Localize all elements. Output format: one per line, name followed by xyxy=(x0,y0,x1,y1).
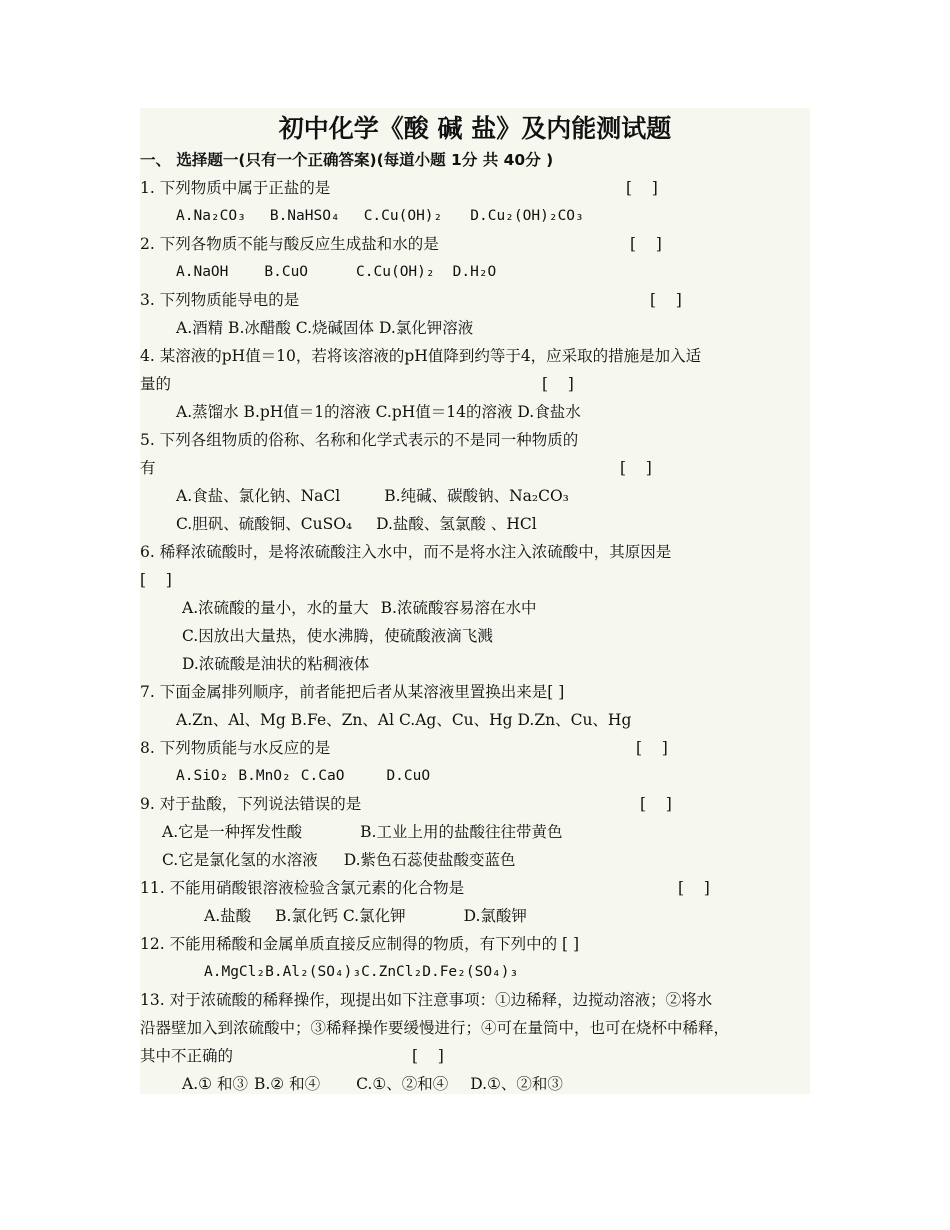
option-d: D.①、②和③ xyxy=(470,1075,563,1093)
question-5-stem-cont: 有 xyxy=(140,459,156,477)
question-11-options xyxy=(204,906,527,926)
document-page xyxy=(140,108,810,1094)
option-c: C.Cu(OH)₂ xyxy=(356,264,435,280)
question-1-stem: 1. 下列物质中属于正盐的是 xyxy=(140,179,331,197)
option-a: A.盐酸 xyxy=(204,907,252,925)
option-d: D.CuO xyxy=(386,768,431,784)
question-8-stem: 8. 下列物质能与水反应的是 xyxy=(140,739,331,757)
option-c: C.①、②和④ xyxy=(356,1075,449,1093)
option-a: A.Na₂CO₃ xyxy=(176,208,246,224)
question-6-option-d: D.浓硫酸是油状的粘稠液体 xyxy=(182,655,370,673)
page-title: 初中化学《酸 碱 盐》及内能测试题 xyxy=(278,114,672,143)
question-2-stem: 2. 下列各物质不能与酸反应生成盐和水的是 xyxy=(140,235,439,253)
option-b: B.工业上用的盐酸往往带黄色 xyxy=(360,823,563,841)
question-5-options-cd xyxy=(176,514,537,534)
option-c: C.胆矾、硫酸铜、CuSO₄ xyxy=(176,515,353,533)
question-6-stem: 6. 稀释浓硫酸时，是将浓硫酸注入水中，而不是将水注入浓硫酸中，其原因是 xyxy=(140,543,672,561)
option-b: B.浓硫酸容易溶在水中 xyxy=(380,599,537,617)
question-13-stem-end: 其中不正确的 xyxy=(140,1047,234,1065)
question-8-options xyxy=(176,766,430,786)
question-7-stem: 7. 下面金属排列顺序，前者能把后者从某溶液里置换出来是[ ] xyxy=(140,683,565,701)
option-a: A.① 和③ xyxy=(182,1075,248,1093)
question-11-stem: 11. 不能用硝酸银溶液检验含氯元素的化合物是 xyxy=(140,879,465,897)
option-d: D.H₂O xyxy=(452,264,497,280)
section-heading: 一、 选择题一(只有一个正确答案)(每道小题 1分 共 40分 ) xyxy=(140,151,554,169)
option-b: B.NaHSO₄ xyxy=(269,208,340,224)
question-9-options-ab xyxy=(162,822,562,842)
option-a: A.食盐、氯化钠、NaCl xyxy=(176,487,341,505)
question-1-options xyxy=(176,206,584,226)
question-12-options: A.MgCl₂B.Al₂(SO₄)₃C.ZnCl₂D.Fe₂(SO₄)₃ xyxy=(204,964,519,980)
option-d: D.Cu₂(OH)₂CO₃ xyxy=(470,208,584,224)
option-a: A.SiO₂ xyxy=(176,768,229,784)
option-c: C.它是氯化氢的水溶液 xyxy=(162,851,318,869)
option-d: D.氯酸钾 xyxy=(463,907,527,925)
question-4-stem-cont: 量的 xyxy=(140,375,172,393)
option-a: A.浓硫酸的量小，水的量大 xyxy=(182,599,369,617)
answer-bracket-2: [ ] xyxy=(630,235,662,253)
question-7-options: A.Zn、Al、Mg B.Fe、Zn、Al C.Ag、Cu、Hg D.Zn、Cu、Hg xyxy=(176,711,632,729)
question-6-option-c: C.因放出大量热，使水沸腾，使硫酸液滴飞溅 xyxy=(182,627,493,645)
answer-bracket-5: [ ] xyxy=(620,459,652,477)
answer-bracket-13: [ ] xyxy=(412,1047,444,1065)
answer-bracket-8: [ ] xyxy=(636,739,668,757)
question-9-options-cd xyxy=(162,850,516,870)
question-6-options-ab xyxy=(182,598,536,618)
option-d: D.紫色石蕊使盐酸变蓝色 xyxy=(343,851,516,869)
option-b: B.纯碱、碳酸钠、Na₂CO₃ xyxy=(384,487,569,505)
option-bc: B.氯化钙 C.氯化钾 xyxy=(275,907,406,925)
question-4-stem: 4. 某溶液的pH值＝10，若将该溶液的pH值降到约等于4，应采取的措施是加入适 xyxy=(140,347,702,365)
option-a: A.NaOH xyxy=(176,264,229,280)
answer-bracket-4: [ ] xyxy=(542,375,574,393)
option-b: B.CuO xyxy=(264,264,309,280)
option-b: B.② 和④ xyxy=(253,1075,321,1093)
answer-bracket-3: [ ] xyxy=(650,291,682,309)
question-4-options: A.蒸馏水 B.pH值＝1的溶液 C.pH值＝14的溶液 D.食盐水 xyxy=(176,403,581,421)
answer-bracket-1: [ ] xyxy=(626,179,658,197)
option-c: C.CaO xyxy=(300,768,345,784)
question-5-stem: 5. 下列各组物质的俗称、名称和化学式表示的不是同一种物质的 xyxy=(140,431,579,449)
question-13-stem: 13. 对于浓硫酸的稀释操作，现提出如下注意事项：①边稀释，边搅动溶液；②将水 xyxy=(140,991,713,1009)
question-12-stem: 12. 不能用稀酸和金属单质直接反应制得的物质，有下列中的 [ ] xyxy=(140,935,580,953)
answer-bracket-9: [ ] xyxy=(640,795,672,813)
option-c: C.Cu(OH)₂ xyxy=(363,208,443,224)
question-2-options xyxy=(176,262,496,282)
question-3-options: A.酒精 B.冰醋酸 C.烧碱固体 D.氯化钾溶液 xyxy=(176,319,474,337)
question-13-options xyxy=(182,1074,563,1094)
question-3-stem: 3. 下列物质能导电的是 xyxy=(140,291,300,309)
answer-bracket-6: [ ] xyxy=(140,571,172,589)
option-d: D.盐酸、氢氯酸 、HCl xyxy=(376,515,537,533)
answer-bracket-11: [ ] xyxy=(678,879,710,897)
question-13-stem-cont: 沿器壁加入到浓硫酸中；③稀释操作要缓慢进行；④可在量筒中，也可在烧杯中稀释， xyxy=(140,1019,730,1037)
option-a: A.它是一种挥发性酸 xyxy=(162,823,303,841)
option-b: B.MnO₂ xyxy=(238,768,291,784)
question-5-options-ab xyxy=(176,486,569,506)
question-9-stem: 9. 对于盐酸，下列说法错误的是 xyxy=(140,795,362,813)
